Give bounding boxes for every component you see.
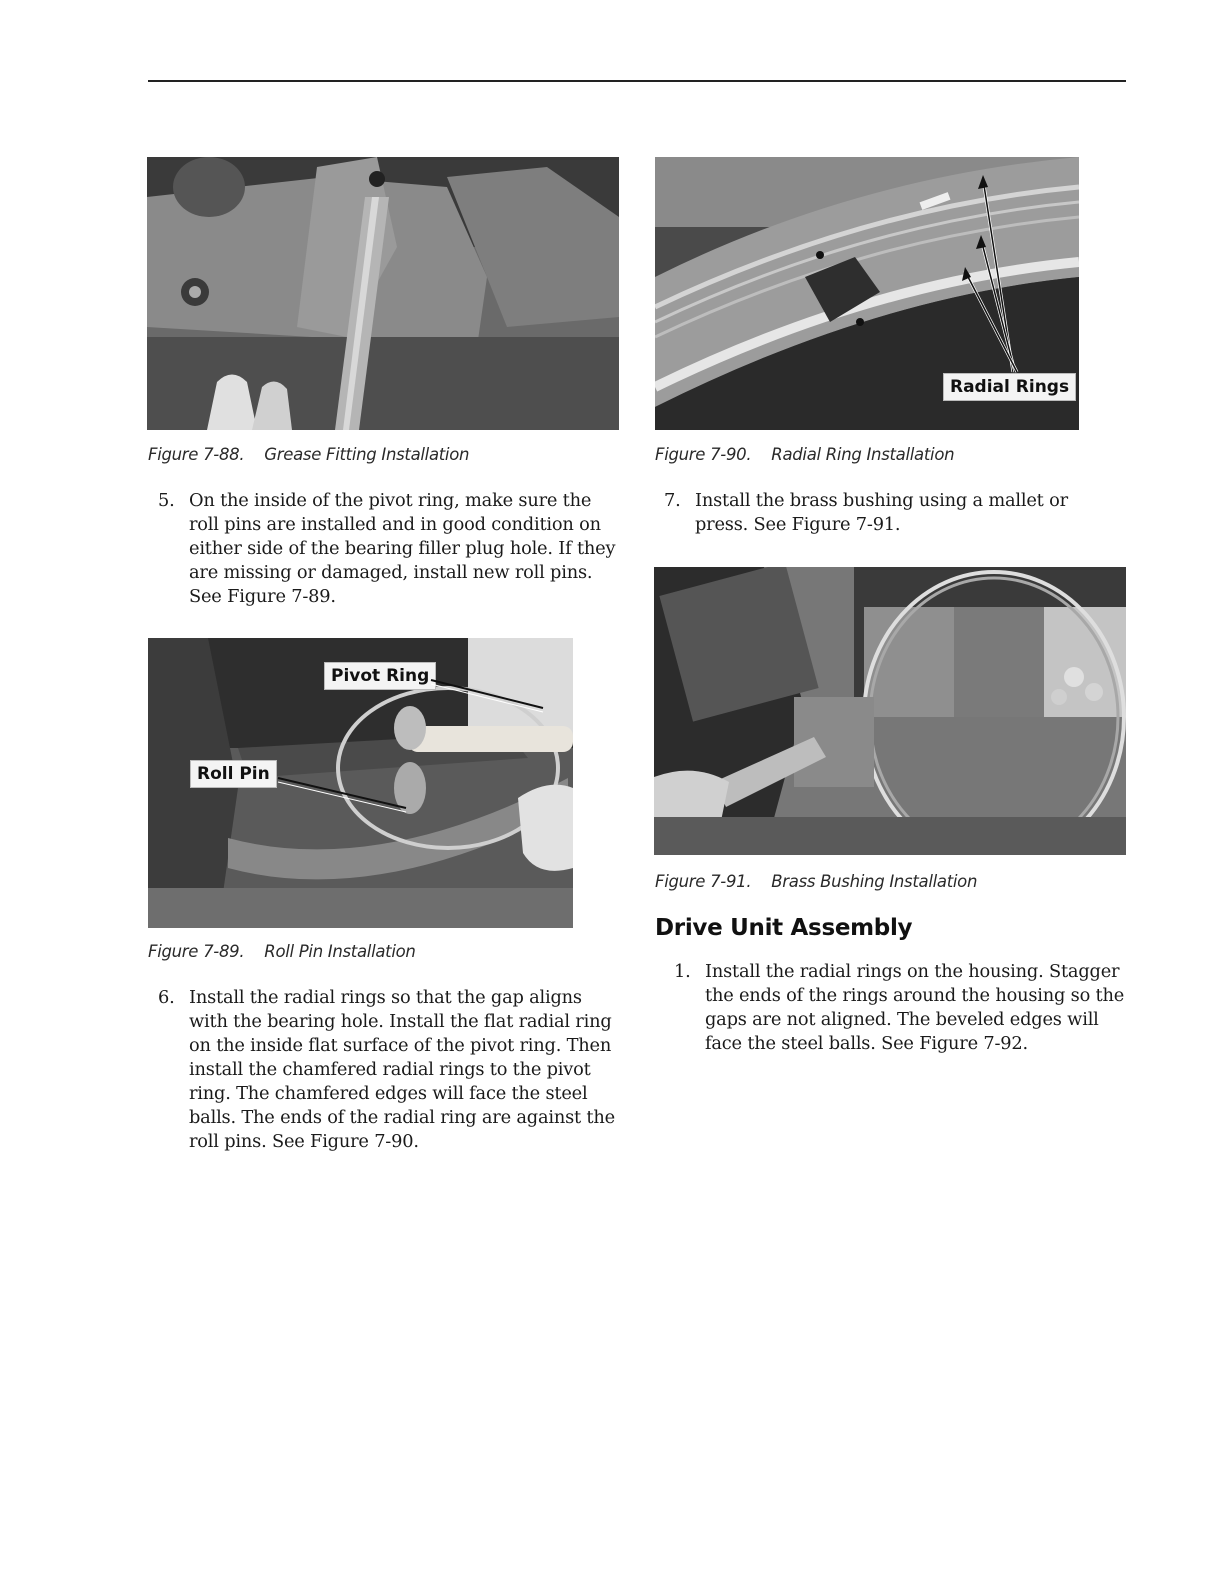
step-7 bbox=[664, 489, 1125, 537]
figure-7-91-caption bbox=[655, 872, 977, 891]
figure-title: Radial Ring Installation bbox=[771, 445, 955, 464]
step-number: 5. bbox=[158, 490, 175, 511]
figure-7-90-caption bbox=[655, 445, 954, 464]
figure-7-89-caption bbox=[148, 942, 416, 961]
step-text: Install the radial rings so that the gap aligns with the bearing hole. Install the flat radial ring on the inside flat surface of the pivot ring. Then install the chamfered radial rings to the pivot ring. The chamfered edges will face the steel balls. The ends of the radial ring are against the roll pins. See Figure 7-90. bbox=[189, 987, 615, 1152]
figure-title: Roll Pin Installation bbox=[264, 942, 416, 961]
step-6 bbox=[158, 986, 619, 1154]
figure-title: Grease Fitting Installation bbox=[264, 445, 470, 464]
figure-number: Figure 7-89. bbox=[148, 942, 245, 961]
figure-7-88-caption bbox=[148, 445, 469, 464]
figure-number: Figure 7-88. bbox=[148, 445, 245, 464]
figure-7-89-photo bbox=[148, 638, 573, 928]
section-step-1 bbox=[674, 960, 1125, 1056]
roll-pin-label: Roll Pin bbox=[190, 760, 277, 788]
figure-7-90-leader-lines bbox=[655, 157, 1079, 430]
step-5 bbox=[158, 489, 619, 609]
step-text: On the inside of the pivot ring, make sure the roll pins are installed and in good condition on either side of the bearing filler plug hole. If they are missing or damaged, install new roll pins. See Figure 7-89. bbox=[189, 490, 616, 607]
section-heading: Drive Unit Assembly bbox=[655, 915, 913, 941]
figure-7-89-leader-lines bbox=[148, 638, 573, 928]
figure-7-90-photo bbox=[655, 157, 1079, 430]
step-text: Install the brass bushing using a mallet or press. See Figure 7-91. bbox=[695, 490, 1068, 535]
figure-7-88-photo bbox=[147, 157, 619, 430]
step-number: 7. bbox=[664, 490, 681, 511]
header-rule bbox=[148, 80, 1126, 82]
figure-number: Figure 7-91. bbox=[655, 872, 752, 891]
step-text: Install the radial rings on the housing. Stagger the ends of the rings around the housing so the gaps are not aligned. The beveled edges will face the steel balls. See Figure 7-92. bbox=[705, 961, 1125, 1054]
pivot-ring-label: Pivot Ring bbox=[324, 662, 436, 690]
step-number: 1. bbox=[674, 961, 691, 982]
figure-title: Brass Bushing Installation bbox=[771, 872, 978, 891]
radial-rings-label: Radial Rings bbox=[943, 373, 1076, 401]
figure-number: Figure 7-90. bbox=[655, 445, 752, 464]
figure-7-91-photo bbox=[654, 567, 1126, 855]
step-number: 6. bbox=[158, 987, 175, 1008]
